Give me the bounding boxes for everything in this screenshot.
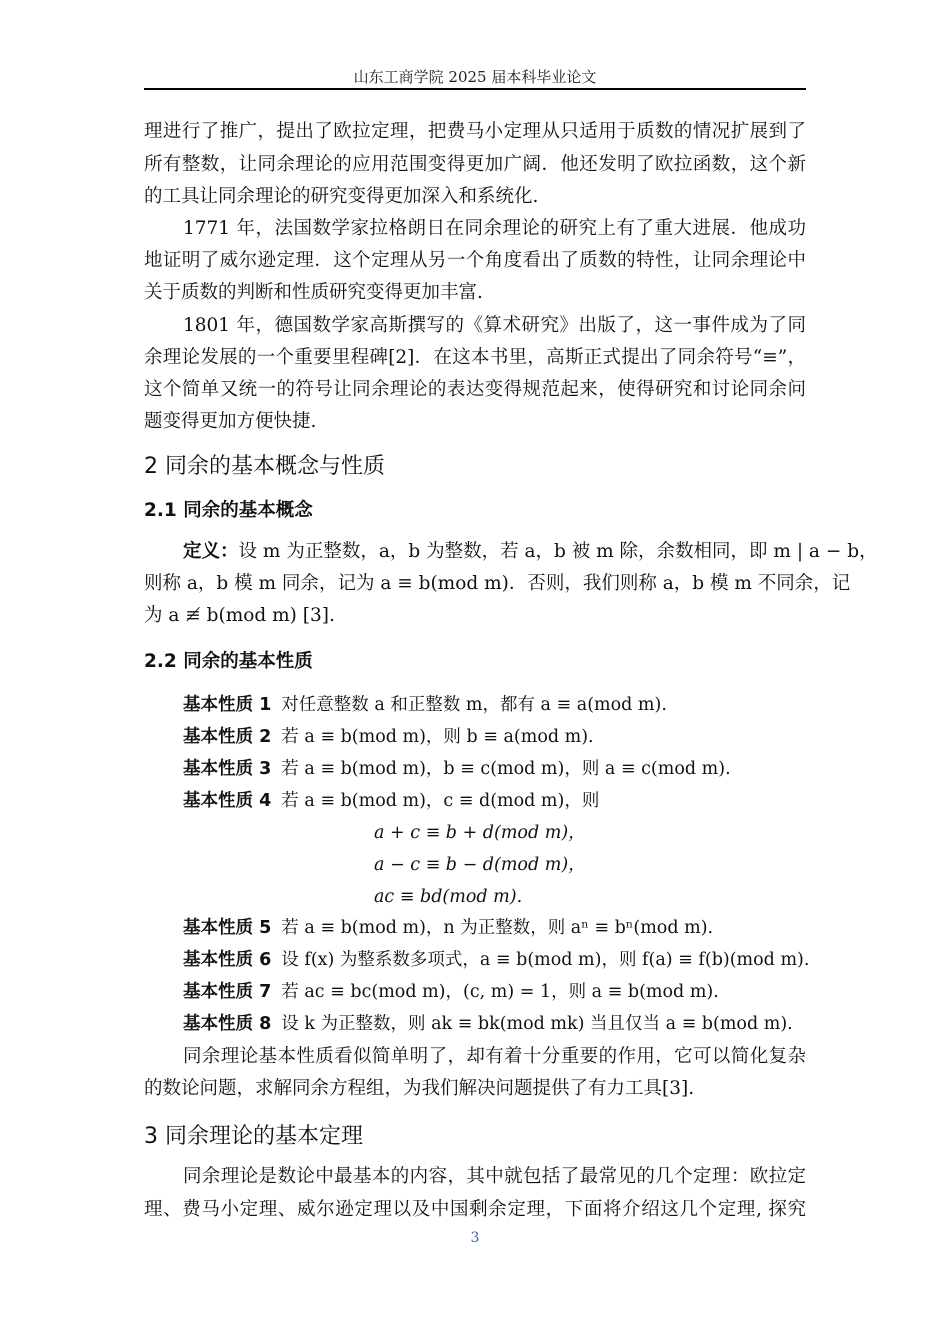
property-text: 设 k 为正整数，则 ak ≡ bk(mod mk) 当且仅当 a ≡ b(mod m). [281,1014,793,1034]
header-rule [144,88,806,90]
property-label: 基本性质 1 [183,695,272,715]
property-4-formula: ac ≡ bd(mod m). [374,887,523,907]
property-6 [183,944,809,976]
section-heading-2: 2 同余的基本概念与性质 [144,454,385,479]
definition-line [183,536,878,568]
running-header: 山东工商学院 2025 届本科毕业论文 [353,68,597,86]
property-text: 若 a ≡ b(mod m)，n 为正整数，则 aⁿ ≡ bⁿ(mod m). [281,918,714,938]
page-number: 3 [470,1230,480,1246]
property-label: 基本性质 7 [183,982,272,1002]
property-text: 若 ac ≡ bc(mod m)，(c, m) = 1，则 a ≡ b(mod m). [281,982,719,1002]
property-label: 基本性质 5 [183,918,272,938]
property-7 [183,976,719,1008]
property-text: 设 f(x) 为整系数多项式，a ≡ b(mod m)，则 f(a) ≡ f(b)(mod m). [281,950,810,970]
paragraph-line: 理、费马小定理、威尔逊定理以及中国剩余定理，下面将介绍这几个定理, 探究 [144,1199,806,1220]
paragraph-line: 地证明了威尔逊定理．这个定理从另一个角度看出了质数的特性，让同余理论中 [144,250,806,271]
subsection-heading-2-2: 2.2 同余的基本性质 [144,651,313,672]
paragraph-line: 关于质数的判断和性质研究变得更加丰富. [144,282,483,303]
property-4 [183,785,599,817]
section-heading-3: 3 同余理论的基本定理 [144,1124,363,1149]
paragraph-line: 1801 年，德国数学家高斯撰写的《算术研究》出版了，这一事件成为了同 [183,315,806,336]
property-8 [183,1008,793,1040]
property-5 [183,912,713,944]
property-2 [183,721,594,753]
property-label: 基本性质 2 [183,727,272,747]
paragraph-line: 同余理论是数论中最基本的内容，其中就包括了最常见的几个定理：欧拉定 [183,1166,806,1187]
property-text: 若 a ≡ b(mod m)，则 b ≡ a(mod m). [281,727,594,747]
property-4-formula: a − c ≡ b − d(mod m)， [374,855,586,875]
paragraph-line: 1771 年，法国数学家拉格朗日在同余理论的研究上有了重大进展．他成功 [183,218,806,239]
paragraph-line: 的数论问题，求解同余方程组，为我们解决问题提供了有力工具[3]. [144,1078,695,1099]
paragraph-line: 同余理论基本性质看似简单明了，却有着十分重要的作用，它可以简化复杂 [183,1046,806,1067]
definition-line: 则称 a，b 模 m 同余，记为 a ≡ b(mod m)．否则，我们则称 a，b 模 m 不同余，记 [144,573,851,594]
subsection-heading-2-1: 2.1 同余的基本概念 [144,500,313,521]
property-label: 基本性质 6 [183,950,272,970]
property-label: 基本性质 3 [183,759,272,779]
property-3 [183,753,731,785]
property-1 [183,689,667,721]
property-text: 若 a ≡ b(mod m)，c ≡ d(mod m)，则 [281,791,600,811]
property-label: 基本性质 8 [183,1014,272,1034]
property-text: 对任意整数 a 和正整数 m，都有 a ≡ a(mod m). [281,695,667,715]
paragraph-line: 这个简单又统一的符号让同余理论的表达变得规范起来，使得研究和讨论同余问 [144,379,806,400]
paragraph-line: 的工具让同余理论的研究变得更加深入和系统化. [144,186,539,207]
property-label: 基本性质 4 [183,791,272,811]
paragraph-line: 理进行了推广，提出了欧拉定理，把费马小定理从只适用于质数的情况扩展到了 [144,121,806,142]
property-4-formula: a + c ≡ b + d(mod m)， [374,823,586,843]
definition-text: 设 m 为正整数，a，b 为整数，若 a，b 被 m 除，余数相同，即 m | a − b， [238,541,878,562]
paragraph-line: 余理论发展的一个重要里程碑[2]．在这本书里，高斯正式提出了同余符号“≡”， [144,347,806,368]
paragraph-line: 所有整数，让同余理论的应用范围变得更加广阔．他还发明了欧拉函数，这个新 [144,154,806,175]
paragraph-line: 题变得更加方便快捷. [144,411,317,432]
definition-label: 定义： [183,541,239,562]
property-text: 若 a ≡ b(mod m)，b ≡ c(mod m)，则 a ≡ c(mod m). [281,759,731,779]
definition-line: 为 a ≢ b(mod m) [3]. [144,605,335,626]
